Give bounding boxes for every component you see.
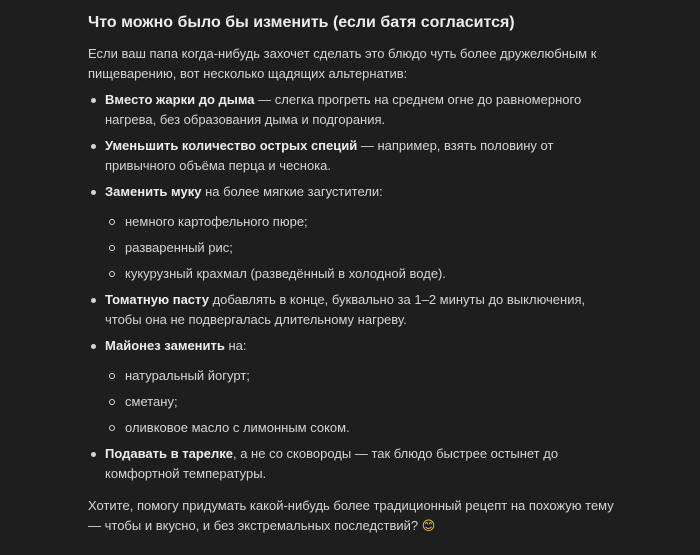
sub-list	[105, 366, 618, 438]
sub-list-item: сметану;	[105, 392, 618, 412]
intro-paragraph: Если ваш папа когда-нибудь захочет сделать это блюдо чуть более дружелюбным к пищеварению, вот несколько щадящих альтернатив:	[88, 46, 597, 81]
list-item-bold: Подавать в тарелке	[105, 446, 233, 461]
list-item-bold: Вместо жарки до дыма	[105, 92, 255, 107]
alternatives-list	[88, 90, 618, 484]
list-item-bold: Заменить муку	[105, 184, 202, 199]
list-item	[88, 336, 618, 438]
sub-list-item: оливковое масло с лимонным соком.	[105, 418, 618, 438]
sub-list-item: немного картофельного пюре;	[105, 212, 618, 232]
outro-paragraph	[88, 496, 618, 536]
chat-message	[88, 12, 618, 536]
list-item	[88, 290, 618, 330]
list-item-text: , а не со сковороды — так блюдо быстрее остынет до комфортной температуры.	[105, 446, 559, 481]
list-item-text: на более мягкие загустители:	[201, 184, 383, 199]
sub-list-item: натуральный йогурт;	[105, 366, 618, 386]
list-item-text: на:	[224, 338, 247, 353]
list-item	[88, 444, 618, 484]
list-item-text: — например, взять половину от привычного объёма перца и чеснока.	[105, 138, 554, 173]
sub-list-item: разваренный рис;	[105, 238, 618, 258]
outro-text: Хотите, помогу придумать какой-нибудь более традиционный рецепт на похожую тему — чтобы и вкусно, и без экстремальных последствий?	[88, 498, 614, 533]
list-item-bold: Томатную пасту	[105, 292, 209, 307]
section-heading: Что можно было бы изменить (если батя согласится)	[88, 14, 515, 31]
sub-list	[105, 212, 618, 284]
list-item-text: добавлять в конце, буквально за 1–2 минуты до выключения, чтобы она не подвергалась длительному нагреву.	[105, 292, 586, 327]
list-item-bold: Майонез заменить	[105, 338, 225, 353]
list-item-text: — слегка прогреть на среднем огне до равномерного нагрева, без образования дыма и подгорания.	[105, 92, 582, 127]
list-item-bold: Уменьшить количество острых специй	[105, 138, 358, 153]
list-item	[88, 136, 618, 176]
list-item	[88, 182, 618, 284]
list-item	[88, 90, 618, 130]
smiley-emoji-icon: 😊	[421, 518, 436, 533]
sub-list-item: кукурузный крахмал (разведённый в холодной воде).	[105, 264, 618, 284]
